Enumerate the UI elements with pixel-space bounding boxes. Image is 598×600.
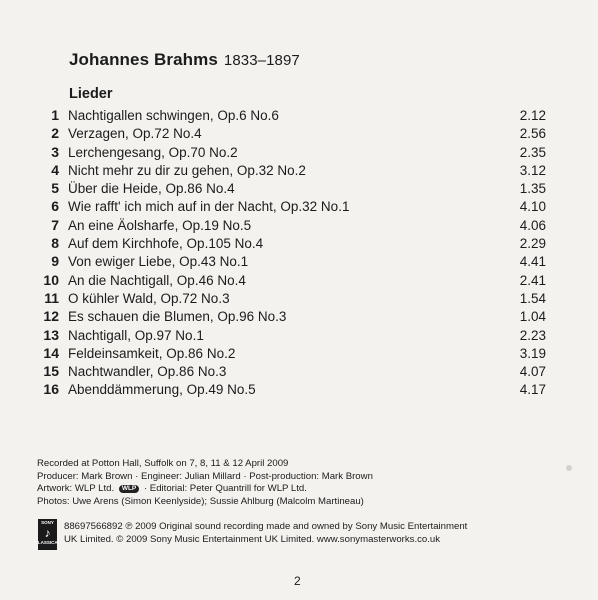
legal-notice (64, 520, 467, 547)
track-row (30, 197, 546, 215)
artwork-credits (37, 483, 373, 496)
track-number: 8 (51, 235, 59, 252)
track-row (30, 289, 546, 307)
track-number: 13 (43, 326, 59, 343)
legal-line-1: 88697566892 ℗ 2009 Original sound recording made and owned by Sony Music Entertainment (64, 521, 468, 532)
logo-subtext: CLASSICAL (34, 540, 61, 545)
logo-mark-icon: ♪ (44, 526, 51, 540)
track-number: 7 (51, 216, 59, 233)
track-title: Nicht mehr zu dir zu gehen, Op.32 No.2 (68, 162, 306, 178)
track-number: 10 (43, 271, 59, 288)
track-number: 1 (51, 107, 59, 123)
track-row (30, 326, 546, 344)
track-number: 3 (51, 143, 59, 160)
section-title: Lieder (69, 86, 113, 102)
track-row (30, 362, 546, 380)
track-duration: 4.07 (519, 364, 546, 380)
composer-dates: 1833–1897 (223, 52, 300, 69)
track-title: Verzagen, Op.72 No.4 (68, 126, 202, 142)
track-number: 14 (43, 344, 59, 361)
track-title: Lerchengesang, Op.70 No.2 (68, 144, 238, 160)
paper-speck (566, 465, 572, 471)
track-row (30, 307, 546, 325)
wlp-logo-icon: WLP (119, 485, 139, 493)
recording-info: Recorded at Potton Hall, Suffolk on 7, 8, 11 & 12 April 2009 (37, 458, 289, 469)
track-duration: 4.10 (519, 199, 546, 215)
track-row (30, 161, 546, 179)
track-title: Nachtwandler, Op.86 No.3 (68, 364, 227, 380)
track-duration: 1.35 (519, 181, 546, 197)
artwork-suffix: · Editorial: Peter Quantrill for WLP Ltd. (143, 483, 307, 495)
track-duration: 3.19 (519, 345, 546, 361)
track-duration: 4.41 (519, 254, 546, 270)
track-number: 15 (43, 363, 59, 380)
track-duration: 2.56 (519, 126, 546, 142)
track-title: Wie rafft' ich mich auf in der Nacht, Op.32 No.1 (68, 199, 350, 215)
track-title: An eine Äolsharfe, Op.19 No.5 (68, 217, 252, 233)
track-title: Von ewiger Liebe, Op.43 No.1 (68, 254, 249, 270)
track-title: An die Nachtigall, Op.46 No.4 (68, 272, 246, 288)
photo-credits: Photos: Uwe Arens (Simon Keenlyside); Sussie Ahlburg (Malcolm Martineau) (37, 495, 364, 507)
track-row (30, 344, 546, 362)
track-list (30, 106, 546, 399)
track-row (30, 216, 546, 234)
production-credits: Producer: Mark Brown · Engineer: Julian Millard · Post-production: Mark Brown (37, 470, 373, 482)
composer-heading (69, 50, 300, 70)
track-duration: 1.54 (519, 290, 546, 306)
track-number: 2 (51, 125, 59, 142)
logo-text: SONY (41, 520, 54, 525)
track-duration: 4.06 (519, 217, 546, 233)
track-title: O kühler Wald, Op.72 No.3 (68, 290, 230, 306)
track-number: 5 (51, 180, 59, 197)
track-row (30, 234, 546, 252)
track-duration: 2.23 (519, 327, 546, 343)
track-title: Über die Heide, Op.86 No.4 (68, 181, 235, 197)
track-duration: 2.29 (519, 236, 546, 252)
legal-line-2: UK Limited. © 2009 Sony Music Entertainment UK Limited. www.sonymasterworks.co.uk (64, 534, 441, 546)
composer-name: Johannes Brahms (69, 50, 218, 69)
sony-classical-logo-icon (34, 519, 61, 550)
track-number: 12 (43, 308, 59, 325)
track-row (30, 271, 546, 289)
track-number: 16 (43, 381, 59, 398)
artwork-prefix: Artwork: WLP Ltd. (37, 483, 115, 495)
track-title: Nachtigall, Op.97 No.1 (68, 327, 204, 343)
track-duration: 2.35 (519, 144, 546, 160)
track-row (30, 179, 546, 197)
track-title: Abenddämmerung, Op.49 No.5 (68, 382, 256, 398)
track-title: Nachtigallen schwingen, Op.6 No.6 (68, 108, 279, 123)
page-number: 2 (294, 574, 301, 588)
track-duration: 1.04 (519, 309, 546, 325)
track-duration: 2.41 (519, 272, 546, 288)
track-row (30, 143, 546, 161)
track-title: Auf dem Kirchhofe, Op.105 No.4 (68, 236, 264, 252)
track-row (30, 106, 546, 124)
credits-block (37, 458, 373, 508)
track-row (30, 252, 546, 270)
track-title: Es schauen die Blumen, Op.96 No.3 (68, 309, 287, 325)
track-duration: 3.12 (519, 162, 546, 178)
track-row (30, 380, 546, 398)
track-row (30, 124, 546, 142)
track-duration: 2.12 (519, 108, 546, 123)
track-number: 6 (51, 198, 59, 215)
track-number: 4 (51, 161, 59, 178)
track-number: 11 (44, 289, 59, 306)
track-duration: 4.17 (519, 382, 546, 398)
track-title: Feldeinsamkeit, Op.86 No.2 (68, 345, 236, 361)
track-number: 9 (51, 253, 59, 270)
